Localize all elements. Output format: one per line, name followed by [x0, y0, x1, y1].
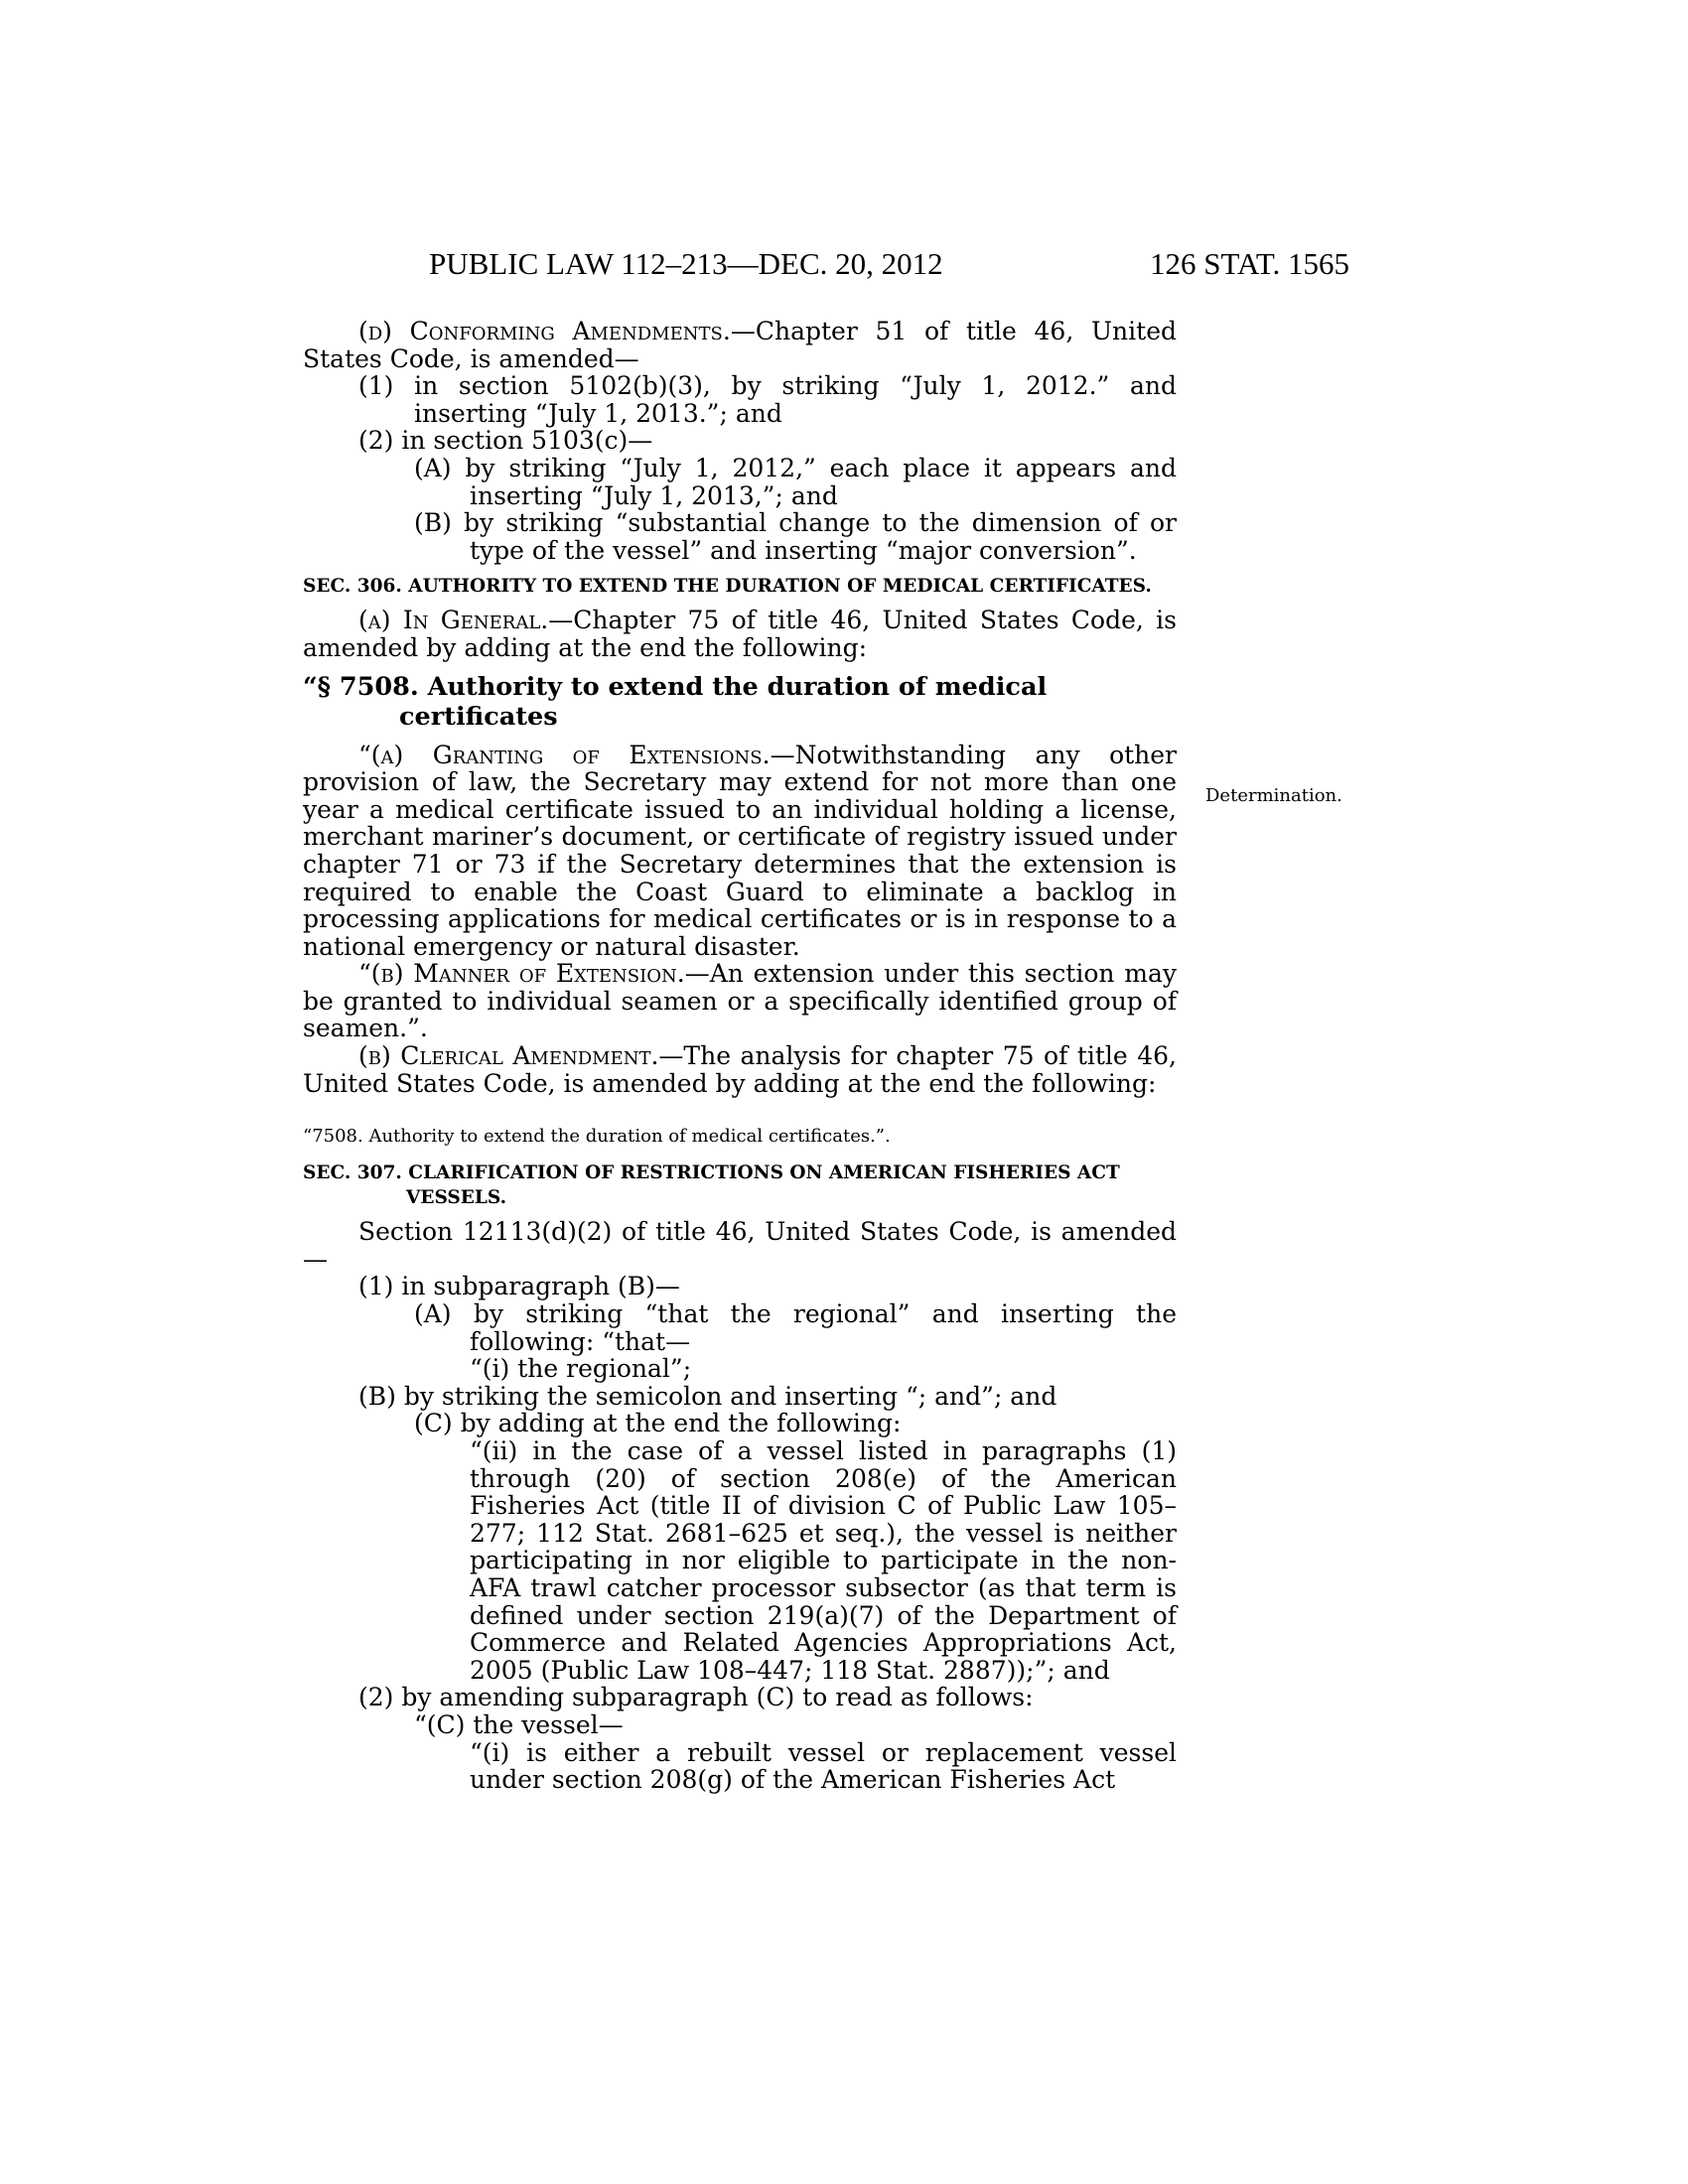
para-307-2: (2) by amending subparagraph (C) to read as follows:: [358, 1683, 1034, 1712]
header-stat: 126 STAT. 1565: [1150, 246, 1350, 281]
para-306a: (a) In General.—Chapter 75 of title 46, United States Code, is amended by adding at the end the following:: [303, 606, 1177, 662]
para-307-1c: (C) by adding at the end the following:: [414, 1409, 902, 1438]
para-307-2c: “(C) the vessel—: [414, 1709, 624, 1739]
para-307-1ai: “(i) the regional”;: [470, 1354, 692, 1384]
para-307-1a: (A) by striking “that the regional” and inserting the following: “that—: [414, 1299, 1177, 1356]
body-text: [303, 318, 1177, 1794]
para-307-1: (1) in subparagraph (B)—: [358, 1272, 680, 1301]
margin-note: Determination.: [1205, 785, 1342, 806]
section-7508-heading: “§ 7508. Authority to extend the duration of medical certificates: [303, 671, 1048, 732]
para-307-intro: Section 12113(d)(2) of title 46, United States Code, is amended—: [303, 1217, 1177, 1274]
para-d1: (1) in section 5102(b)(3), by striking “July 1, 2012.” and inserting “July 1, 2013.”; and: [358, 371, 1177, 428]
page-header: [0, 246, 1688, 286]
para-307-1cii: “(ii) in the case of a vessel listed in paragraphs (1) through (20) of section 208(e) of the American Fisheries Act (title II of division C of Public Law 105–277; 112 Stat. 2681–625 et seq.), the vessel is neither participating in nor eligible to participate in the non-AFA trawl catcher processor subsector (as that term is defined under section 219(a)(7) of the Department of Commerce and Related Agencies Appropriations Act, 2005 (Public Law 108–447; 118 Stat. 2887));”; and: [470, 1436, 1177, 1685]
para-307-1b: (B) by striking the semicolon and inserting “; and”; and: [358, 1381, 1057, 1411]
analysis-line: “7508. Authority to extend the duration of medical certificates.”.: [303, 1126, 891, 1148]
para-7508b: “(b) Manner of Extension.—An extension under this section may be granted to individual seamen or a specifically identified group of seamen.”.: [303, 959, 1178, 1043]
para-306b: (b) Clerical Amendment.—The analysis for chapter 75 of title 46, United States Code, is amended by adding at the end the following:: [303, 1041, 1177, 1098]
para-d2a: (A) by striking “July 1, 2012,” each place it appears and inserting “July 1, 2013,”; and: [414, 453, 1177, 510]
para-d2b: (B) by striking “substantial change to the dimension of or type of the vessel” and inserting “major conversion”.: [414, 508, 1177, 565]
section-306-heading: SEC. 306. AUTHORITY TO EXTEND THE DURATION OF MEDICAL CERTIFICATES.: [303, 576, 1152, 598]
section-307-heading: SEC. 307. CLARIFICATION OF RESTRICTIONS ON AMERICAN FISHERIES ACT VESSELS.: [303, 1162, 1120, 1209]
para-7508a: “(a) Granting of Extensions.—Notwithstanding any other provision of law, the Secretary may extend for not more than one year a medical certificate issued to an individual holding a license, merchant mariner’s document, or certificate of registry issued under chapter 71 or 73 if the Secretary determines that the extension is required to enable the Coast Guard to eliminate a backlog in processing applications for medical certificates or is in response to a national emergency or natural disaster.: [303, 740, 1178, 961]
para-d2: (2) in section 5103(c)—: [358, 426, 653, 456]
para-307-2ci: “(i) is either a rebuilt vessel or replacement vessel under section 208(g) of the American Fisheries Act: [470, 1737, 1177, 1795]
header-title: PUBLIC LAW 112–213—DEC. 20, 2012: [429, 246, 943, 281]
para-d: (d) Conforming Amendments.—Chapter 51 of title 46, United States Code, is amended—: [303, 317, 1177, 373]
